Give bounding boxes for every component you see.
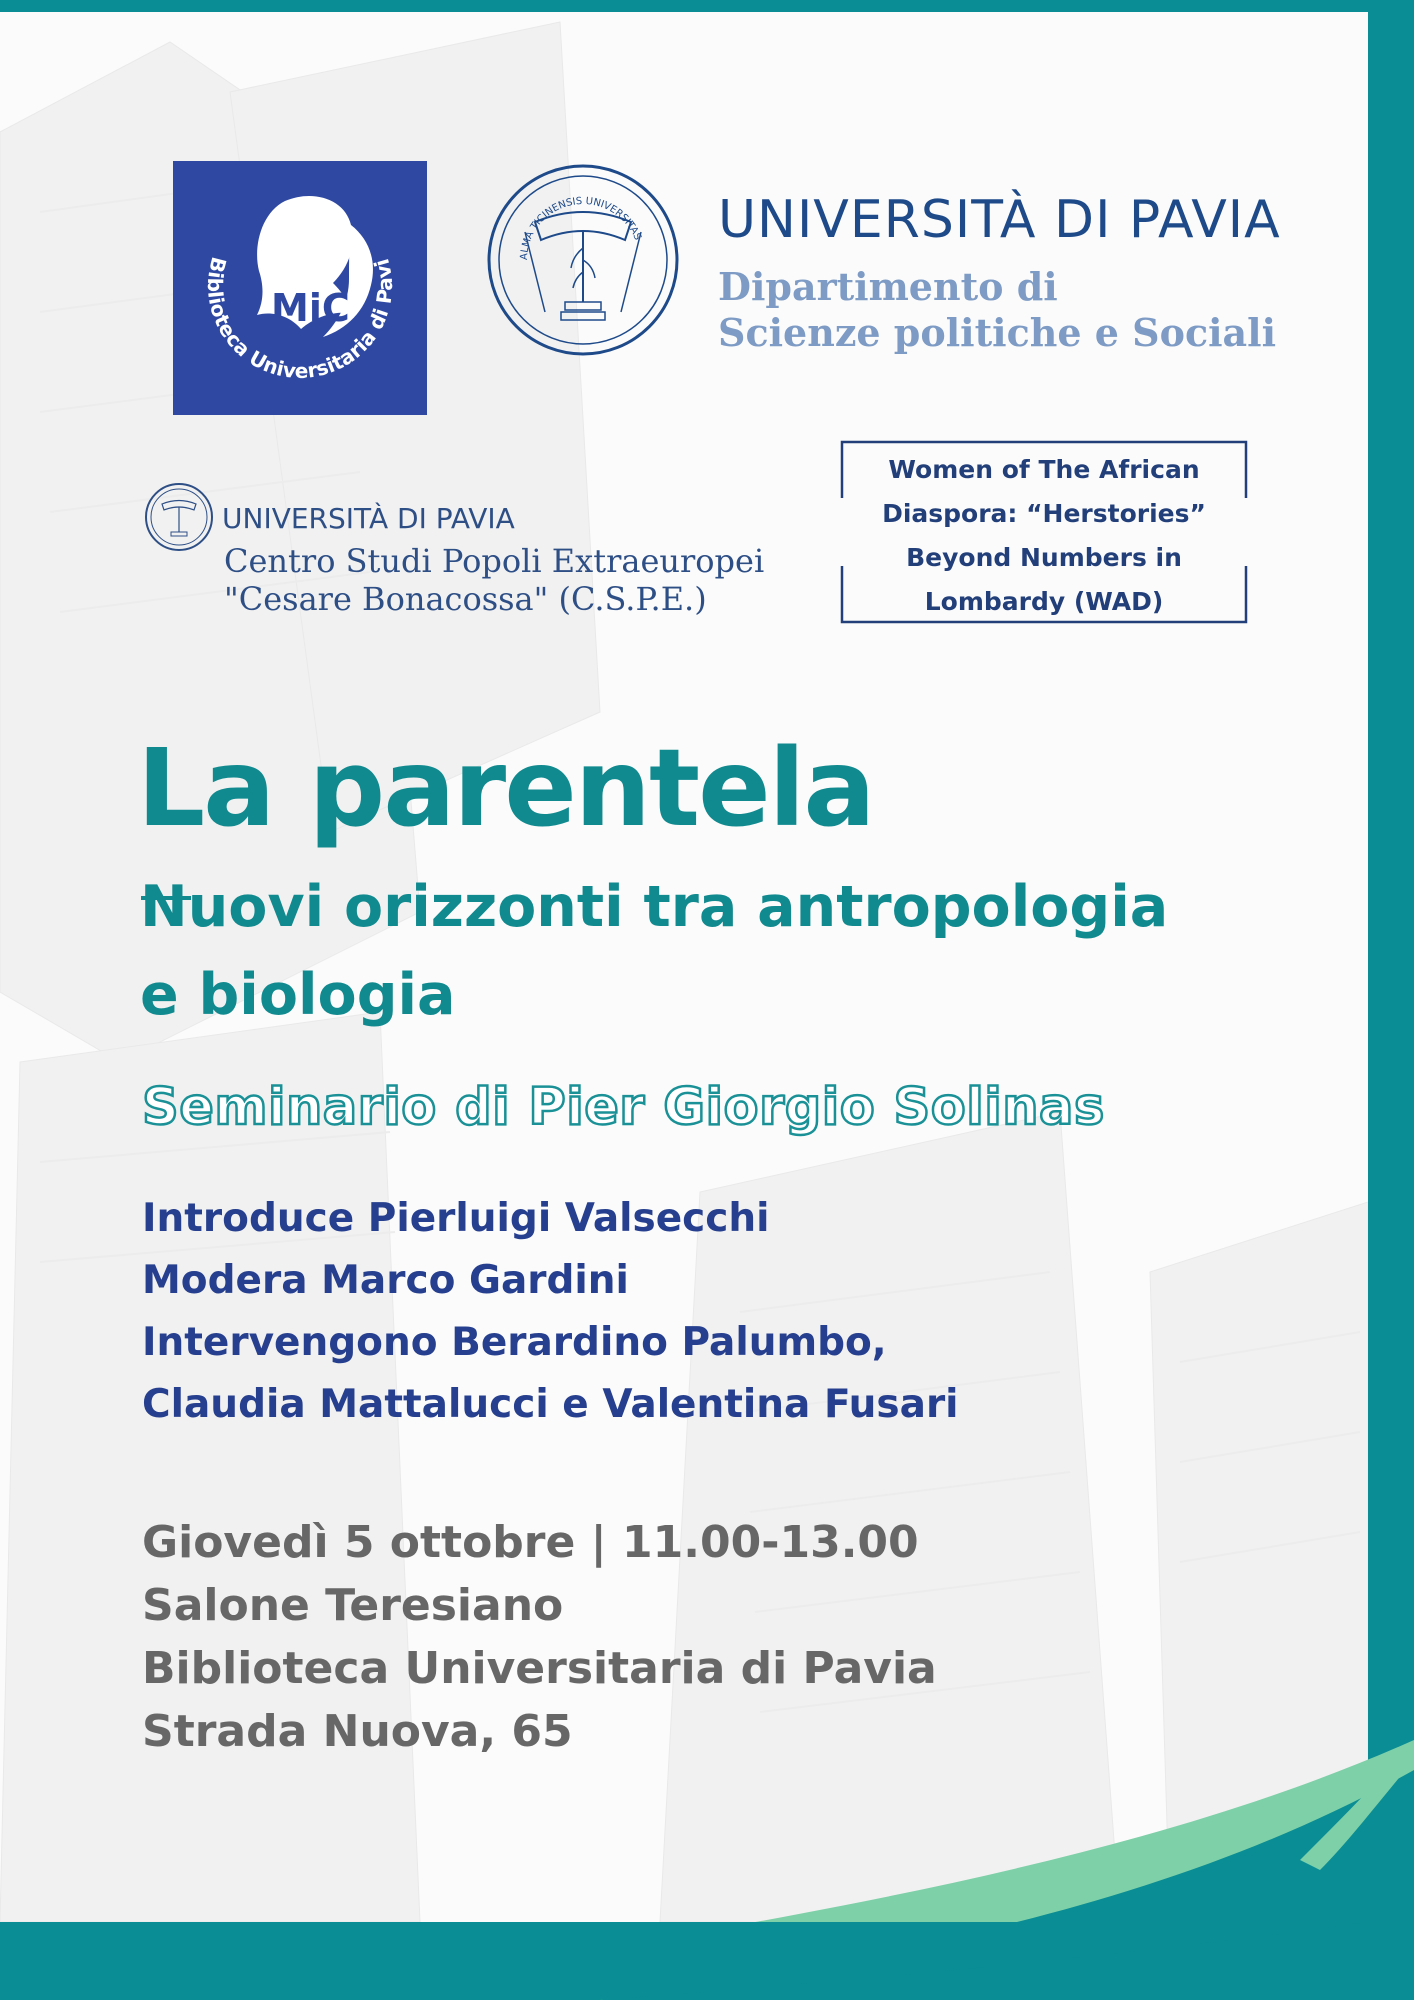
university-name: UNIVERSITÀ DI PAVIA — [718, 190, 1281, 250]
wad-line-3: Beyond Numbers in — [906, 543, 1182, 572]
svg-text:Biblioteca Universitaria di Pa: Biblioteca Universitaria di Pavi — [202, 254, 398, 384]
cspe-center-subname: "Cesare Bonacossa" (C.S.P.E.) — [224, 580, 707, 618]
department-line-1: Dipartimento di — [718, 264, 1058, 309]
speaker-moderator: Modera Marco Gardini — [142, 1258, 629, 1303]
speaker-panel-line-2: Claudia Mattalucci e Valentina Fusari — [142, 1382, 959, 1427]
event-title: La parentela — [137, 727, 874, 851]
event-date-time: Giovedì 5 ottobre | 11.00-13.00 — [142, 1517, 919, 1568]
wad-line-1: Women of The African — [888, 455, 1200, 484]
event-subtitle-line-1: Nuovi orizzonti tra antropologia — [140, 874, 1169, 940]
speaker-panel-line-1: Intervengono Berardino Palumbo, — [142, 1320, 887, 1365]
event-subtitle-line-2: e biologia — [140, 962, 456, 1028]
event-address: Strada Nuova, 65 — [142, 1706, 573, 1757]
wad-line-4: Lombardy (WAD) — [924, 587, 1164, 616]
cspe-center-name: Centro Studi Popoli Extraeuropei — [224, 542, 765, 580]
svg-text:ALMA TICINENSIS UNIVERSITAS: ALMA TICINENSIS UNIVERSITAS — [518, 195, 644, 261]
wad-line-2: Diaspora: “Herstories” — [882, 499, 1206, 528]
speaker-introduce: Introduce Pierluigi Valsecchi — [142, 1196, 770, 1241]
cspe-university-name: UNIVERSITÀ DI PAVIA — [222, 502, 515, 535]
event-venue: Biblioteca Universitaria di Pavia — [142, 1643, 937, 1694]
svg-text:MiC: MiC — [271, 286, 350, 330]
department-line-2: Scienze politiche e Sociali — [718, 310, 1277, 355]
seminar-speaker: Seminario di Pier Giorgio Solinas — [142, 1078, 1105, 1137]
event-room: Salone Teresiano — [142, 1580, 564, 1631]
